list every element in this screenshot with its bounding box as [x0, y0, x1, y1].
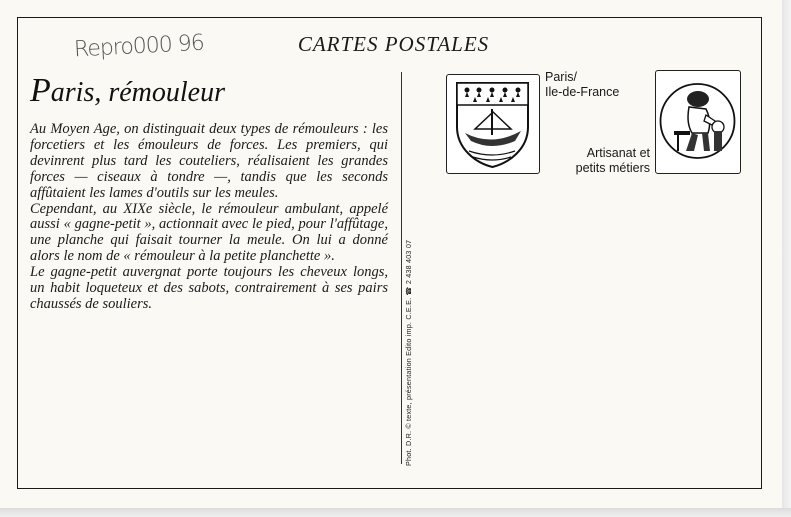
photo-credit: Phot. D.R. © texte, présentation Edito imp. C.E.E. ☎ 2 438 403 07 — [404, 239, 413, 466]
artisan-circle-icon — [656, 71, 739, 172]
region-label — [545, 70, 619, 100]
scan-edge-bottom — [0, 508, 791, 517]
category-label — [558, 146, 650, 176]
category-line-1: Artisanat et — [586, 146, 650, 160]
region-line-2: Ile-de-France — [545, 85, 620, 99]
postcard-title — [30, 72, 225, 110]
paris-coat-of-arms-icon — [446, 74, 540, 174]
cartes-postales-heading: CARTES POSTALES — [297, 32, 490, 56]
handwritten-reference-number: Repro000 96 — [73, 30, 205, 63]
title-rest: aris, rémouleur — [50, 77, 226, 108]
scan-edge-right — [782, 0, 791, 517]
coat-of-arms-shield-icon — [447, 75, 538, 172]
description-text — [30, 122, 388, 313]
category-line-2: petits métiers — [575, 161, 650, 175]
knife-grinder-figure-icon — [655, 70, 741, 174]
region-line-1: Paris/ — [545, 70, 577, 84]
title-initial: P — [30, 72, 51, 109]
paragraph-xixe-siecle: Cependant, au XIXe siècle, le rémouleur ambulant, appelé aussi « gagne-petit », actionnait avec le pied, pour l'affûtage, une planche qui faisait tourner la meule. On lui a donné alors le nom de « rémouleur à la petite planchette ». — [30, 200, 388, 265]
vertical-divider — [401, 72, 402, 464]
paragraph-gagne-petit: Le gagne-petit auvergnat porte toujours les cheveux longs, un habit loqueteux et des sabots, contrairement à ses pairs chaussés de souliers. — [30, 264, 388, 312]
paragraph-moyen-age: Au Moyen Age, on distinguait deux types de rémouleurs : les forcetiers et les émouleurs de forces. Les premiers, qui devinrent plus tard les couteliers, réalisaient les grandes forces — ciseaux à tondre —, tandis que les seconds affûtaient les lames d'outils sur les meules. — [30, 121, 388, 201]
